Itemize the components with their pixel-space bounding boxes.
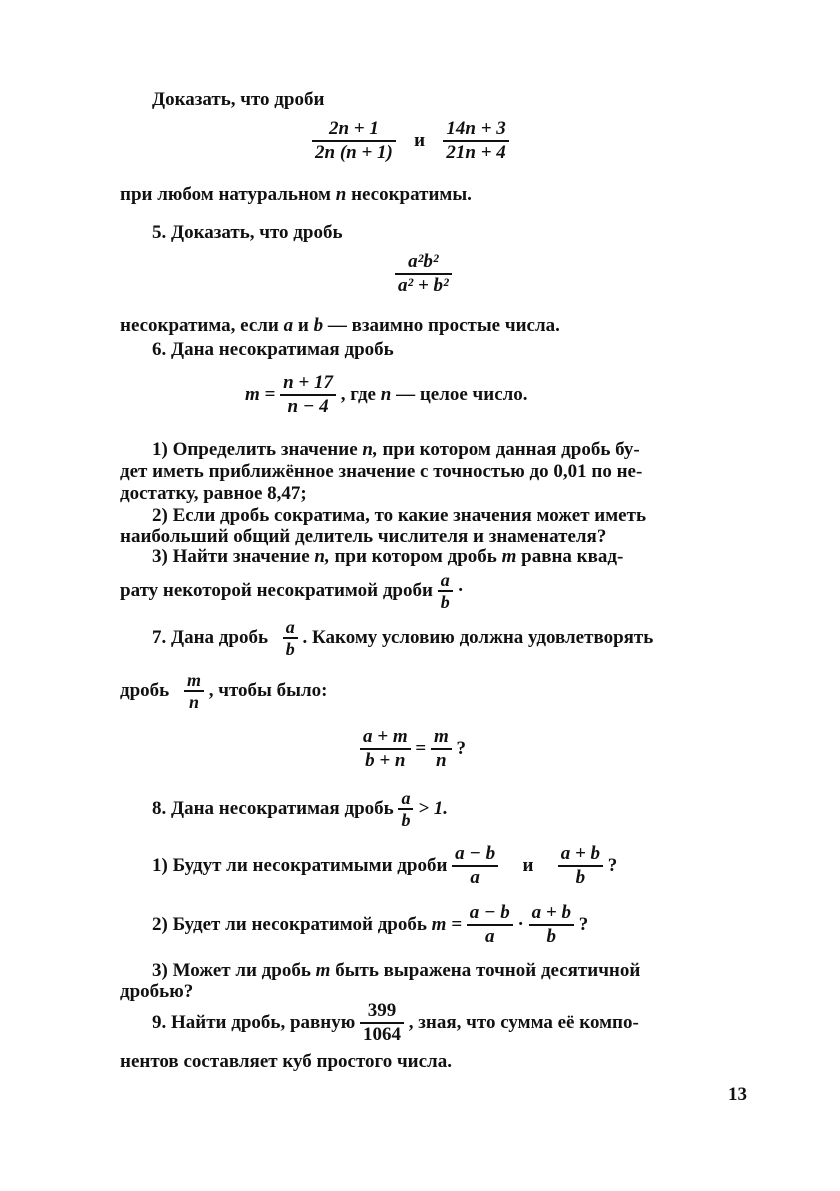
p8-q1: 1) Будут ли несократимыми дроби $\frac{a - b}{a}$ и $\frac{a + b}{b}$ ?	[152, 843, 618, 888]
p1-fraction-1: $\frac{2n + 1}{2n (n + 1)}$	[312, 118, 396, 164]
p7-fraction-mn: $\frac{m}{n}$	[184, 670, 204, 712]
p7-equation: $\frac{a + m}{b + n}$ = $\frac{m}{n}$ ?	[360, 726, 466, 772]
p6-formula: m = $\frac{n + 17}{n - 4}$ , где n — целое число.	[245, 372, 528, 417]
p1-tail: при любом натуральном n несократимы.	[120, 184, 472, 205]
p6-q1-line1: 1) Определить значение n, при котором данная дробь бу-	[152, 439, 640, 460]
p8-q3-line1: 3) Может ли дробь m быть выражена точной десятичной	[152, 960, 641, 981]
p6-q1-line2: дет иметь приближённое значение с точностью до 0,01 по не-	[120, 461, 643, 482]
p7-heading: 7. Дана дробь $\frac{a}{b}$ . Какому условию должна удовлетворять	[152, 617, 654, 659]
p8-heading: 8. Дана несократимая дробь $\frac{a}{b}$ > 1.	[152, 788, 449, 830]
p8-q3-line2: дробью?	[120, 981, 194, 1002]
p6-q1-line3: достатку, равное 8,47;	[120, 483, 307, 504]
p6-q2-line2: наибольший общий делитель числителя и знаменателя?	[120, 526, 607, 547]
p8-q2: 2) Будет ли несократимой дробь m = $\frac{a - b}{a}$ · $\frac{a + b}{b}$ ?	[152, 902, 589, 947]
p7-line2: дробь $\frac{m}{n}$ , чтобы было:	[120, 670, 328, 712]
p6-q3-line2: рату некоторой несократимой дроби $\frac{a}{b}$ ·	[120, 570, 464, 612]
p6-q3-line1: 3) Найти значение n, при котором дробь m равна квад-	[152, 546, 624, 567]
p7-fraction-ab: $\frac{a}{b}$	[283, 617, 298, 659]
p6-q2-line1: 2) Если дробь сократима, то какие значения может иметь	[152, 505, 646, 526]
p9-line1: 9. Найти дробь, равную $\frac{399}{1064}$ , зная, что сумма её компо-	[152, 1000, 639, 1045]
p1-fractions: $\frac{2n + 1}{2n (n + 1)}$ и $\frac{14n + 3}{21n + 4}$	[312, 118, 509, 164]
p5-tail: несократима, если a и b — взаимно простые числа.	[120, 315, 560, 336]
p5-fraction: $\frac{\text{a²b²}}{\text{a² + b²}}$	[395, 251, 452, 297]
p8-fraction: $\frac{a}{b}$	[398, 788, 413, 830]
p9-line2: нентов составляет куб простого числа.	[120, 1051, 452, 1072]
p6-q3-fraction: $\frac{a}{b}$	[438, 570, 453, 612]
p6-heading: 6. Дана несократимая дробь	[152, 339, 394, 360]
p1-fraction-2: $\frac{14n + 3}{21n + 4}$	[443, 118, 508, 164]
page-number: 13	[728, 1084, 747, 1105]
p5-heading: 5. Доказать, что дробь	[152, 222, 343, 243]
p6-fraction: $\frac{n + 17}{n - 4}$	[280, 372, 336, 418]
p1-intro: Доказать, что дроби	[152, 89, 325, 110]
p9-fraction: $\frac{399}{1064}$	[360, 1000, 404, 1046]
